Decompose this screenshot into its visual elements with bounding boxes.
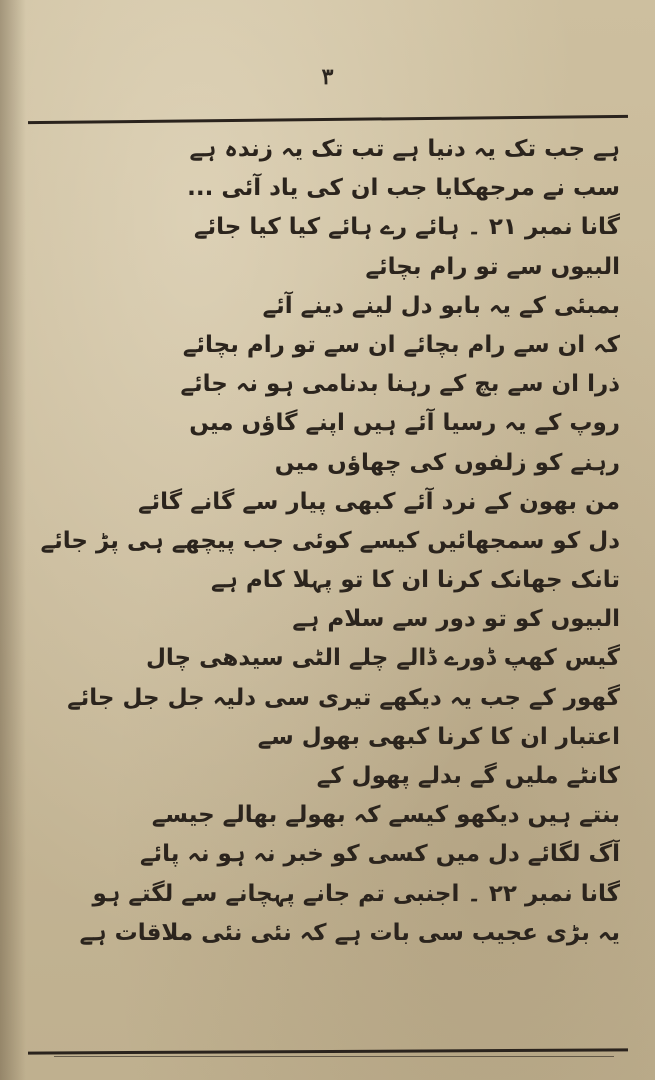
text-line: ذرا ان سے بچ کے رہنا بدنامی ہو نہ جائے bbox=[180, 371, 620, 398]
text-line: دل کو سمجھائیں کیسے کوئی جب پیچھے ہی پڑ جائے bbox=[40, 527, 620, 554]
text-line: روپ کے یہ رسیا آئے ہیں اپنے گاؤں میں bbox=[189, 410, 620, 437]
text-line: گیس کھپ ڈورے ڈالے چلے الٹی سیدھی چال bbox=[145, 645, 620, 672]
text-line: البیوں کو تو دور سے سلام ہے bbox=[292, 606, 620, 633]
text-line: کہ ان سے رام بچائے ان سے تو رام بچائے bbox=[182, 331, 620, 358]
text-line: گھور کے جب یہ دیکھے تیری سی دلیہ جل جل جائے bbox=[67, 684, 620, 711]
text-line: البیوں سے تو رام بچائے bbox=[365, 253, 620, 280]
bottom-rule bbox=[28, 1048, 628, 1054]
text-line: ہے جب تک یہ دنیا ہے تب تک یہ زندہ ہے bbox=[189, 136, 620, 162]
text-line: بنتے ہیں دیکھو کیسے کہ بھولے بھالے جیسے bbox=[151, 802, 620, 829]
text-line: سب نے مرجھکایا جب ان کی یاد آئی ... bbox=[187, 175, 620, 202]
text-line: تانک جھانک کرنا ان کا تو پہلا کام ہے bbox=[210, 567, 620, 594]
page-number: ۳ bbox=[321, 64, 334, 90]
text-line: بمبئی کے یہ بابو دل لینے دینے آئے bbox=[262, 292, 620, 319]
text-line: آگ لگائے دل میں کسی کو خبر نہ ہو نہ پائے bbox=[140, 841, 620, 868]
text-line: من بھون کے نرد آئے کبھی پیار سے گانے گائے bbox=[138, 488, 620, 515]
bottom-rule-thin bbox=[54, 1056, 614, 1057]
text-line: گانا نمبر ۲۱ ۔ ہائے رے ہائے کیا کیا جائے bbox=[194, 214, 620, 241]
text-line: کانٹے ملیں گے بدلے پھول کے bbox=[316, 763, 620, 789]
text-line: گانا نمبر ۲۲ ۔ اجنبی تم جانے پہچانے سے لگتے ہو bbox=[92, 880, 620, 907]
text-line: یہ بڑی عجیب سی بات ہے کہ نئی نئی ملاقات ہے bbox=[79, 919, 620, 946]
page-edge-shadow bbox=[0, 0, 26, 1080]
lyrics-text-block bbox=[40, 130, 620, 953]
text-line: رہنے کو زلفوں کی چھاؤں میں bbox=[274, 449, 620, 476]
text-line: اعتبار ان کا کرنا کبھی بھول سے bbox=[257, 723, 620, 750]
top-rule bbox=[28, 115, 628, 124]
